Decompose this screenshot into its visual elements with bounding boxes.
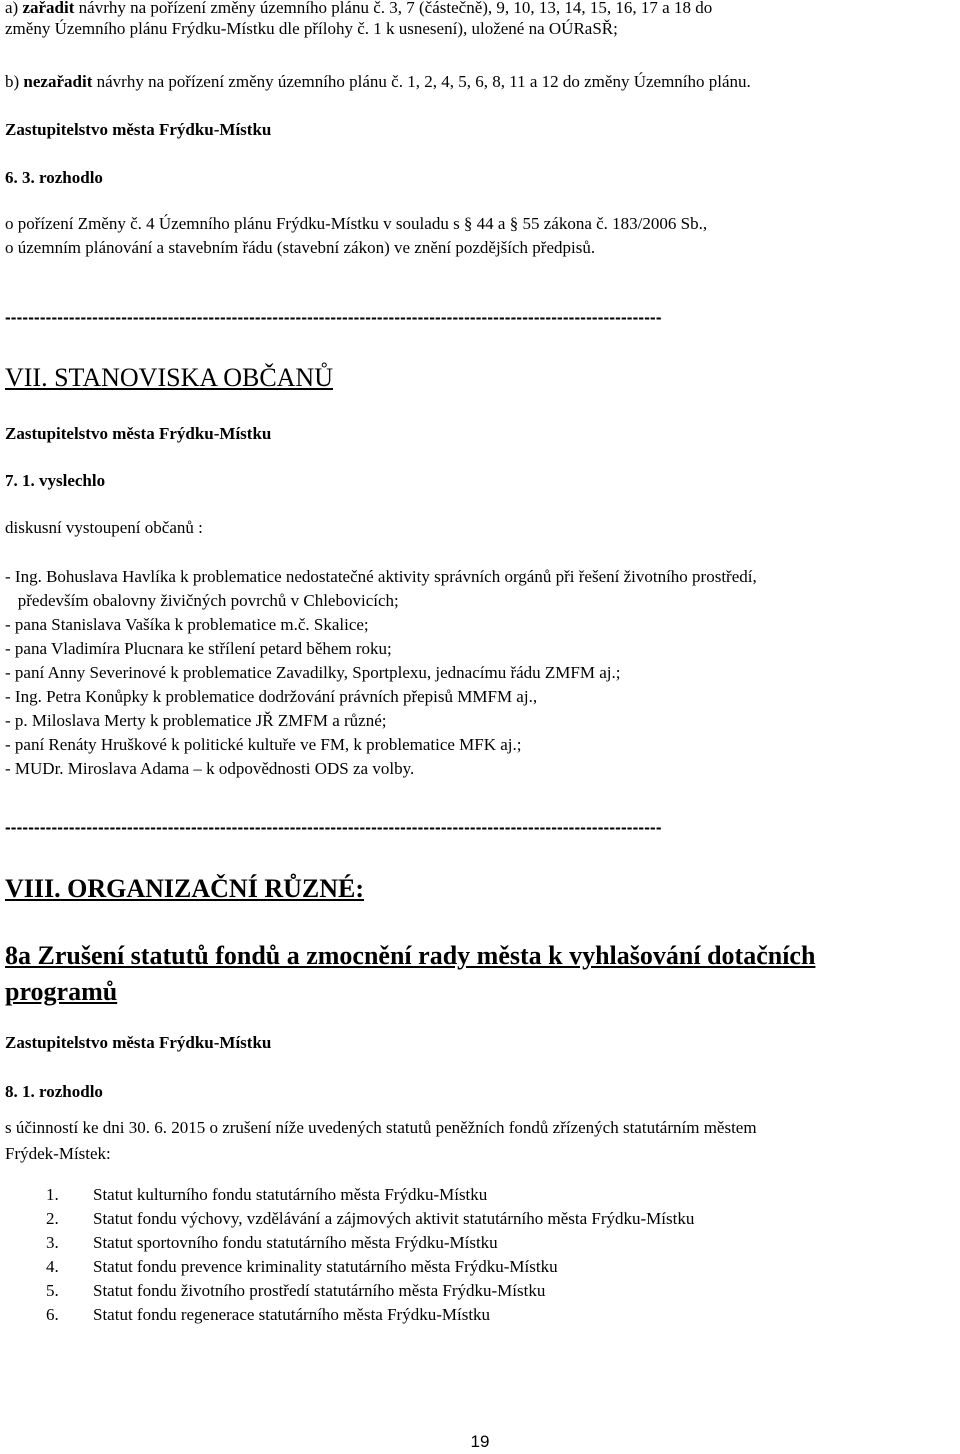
citizen-item: - pana Vladimíra Plucnara ke střílení petard během roku;	[5, 639, 392, 658]
section-8a-heading-line2: programů	[5, 977, 118, 1006]
citizen-item: - paní Renáty Hruškové k politické kultuře ve FM, k problematice MFK aj.;	[5, 735, 522, 754]
item-b-line: b) nezařadit návrhy na pořízení změny územního plánu č. 1, 2, 4, 5, 6, 8, 11 a 12 do změny Územního plánu.	[5, 72, 751, 91]
list-item-number: 6.	[46, 1305, 59, 1324]
item-a-line2: změny Územního plánu Frýdku-Místku dle přílohy č. 1 k usnesení), uložené na OÚRaSŘ;	[5, 19, 618, 38]
resolution-8-text-line2: Frýdek-Místek:	[5, 1144, 111, 1163]
council-heading-7: Zastupitelstvo města Frýdku-Místku	[5, 424, 272, 443]
item-a-keyword: zařadit	[22, 0, 75, 17]
list-item-text: Statut fondu prevence kriminality statutárního města Frýdku-Místku	[93, 1257, 558, 1276]
section-8-heading: VIII. ORGANIZAČNÍ RŮZNÉ:	[5, 874, 364, 903]
resolution-8-text-line1: s účinností ke dni 30. 6. 2015 o zrušení níže uvedených statutů peněžních fondů zřízených statutárním městem	[5, 1118, 757, 1137]
list-item-text: Statut fondu životního prostředí statutárního města Frýdku-Místku	[93, 1281, 546, 1300]
list-item-text: Statut fondu výchovy, vzdělávání a zájmových aktivit statutárního města Frýdku-Místku	[93, 1209, 695, 1228]
citizen-item: - Ing. Petra Konůpky k problematice dodržování právních přepisů MMFM aj.,	[5, 687, 538, 706]
citizen-item: - MUDr. Miroslava Adama – k odpovědnosti ODS za volby.	[5, 759, 415, 778]
citizen-item: - paní Anny Severinové k problematice Zavadilky, Sportplexu, jednacímu řádu ZMFM aj.;	[5, 663, 621, 682]
citizens-intro: diskusní vystoupení občanů :	[5, 518, 203, 537]
page-number: 19	[470, 1432, 490, 1451]
separator-1: -----------------------------------------------------------------------------------------------------------------	[5, 308, 662, 327]
citizen-item: - pana Stanislava Vašíka k problematice m.č. Skalice;	[5, 615, 369, 634]
list-item-number: 4.	[46, 1257, 59, 1276]
citizen-item: především obalovny živičných povrchů v Chlebovicích;	[5, 591, 399, 610]
list-item-number: 3.	[46, 1233, 59, 1252]
section-8a-heading-line1: 8a Zrušení statutů fondů a zmocnění rady města k vyhlašování dotačních	[5, 941, 816, 970]
citizen-item: - Ing. Bohuslava Havlíka k problematice nedostatečné aktivity správních orgánů při řešení životního prostředí,	[5, 567, 757, 586]
list-item-text: Statut kulturního fondu statutárního města Frýdku-Místku	[93, 1185, 488, 1204]
list-item-text: Statut sportovního fondu statutárního města Frýdku-Místku	[93, 1233, 498, 1252]
section-7-heading: VII. STANOVISKA OBČANŮ	[5, 363, 333, 392]
list-item-text: Statut fondu regenerace statutárního města Frýdku-Místku	[93, 1305, 491, 1324]
citizen-item: - p. Miloslava Merty k problematice JŘ ZMFM a různé;	[5, 711, 387, 730]
separator-2: -----------------------------------------------------------------------------------------------------------------	[5, 818, 662, 837]
resolution-6-text-line1: o pořízení Změny č. 4 Územního plánu Frýdku-Místku v souladu s § 44 a § 55 zákona č. 183/2006 Sb.,	[5, 214, 708, 233]
resolution-6-text-line2: o územním plánování a stavebním řádu (stavební zákon) ve znění pozdějších předpisů.	[5, 238, 596, 257]
resolution-7-1: 7. 1. vyslechlo	[5, 471, 106, 490]
council-heading-6: Zastupitelstvo města Frýdku-Místku	[5, 120, 272, 139]
item-a-line1: a) zařadit návrhy na pořízení změny územního plánu č. 3, 7 (částečně), 9, 10, 13, 14, 15, 16, 17 a 18 do	[5, 0, 713, 17]
list-item-number: 1.	[46, 1185, 59, 1204]
resolution-6-3: 6. 3. rozhodlo	[5, 168, 103, 187]
item-b-keyword: nezařadit	[23, 72, 93, 91]
list-item-number: 5.	[46, 1281, 59, 1300]
council-heading-8: Zastupitelstvo města Frýdku-Místku	[5, 1033, 272, 1052]
list-item-number: 2.	[46, 1209, 59, 1228]
resolution-8-1: 8. 1. rozhodlo	[5, 1082, 103, 1101]
